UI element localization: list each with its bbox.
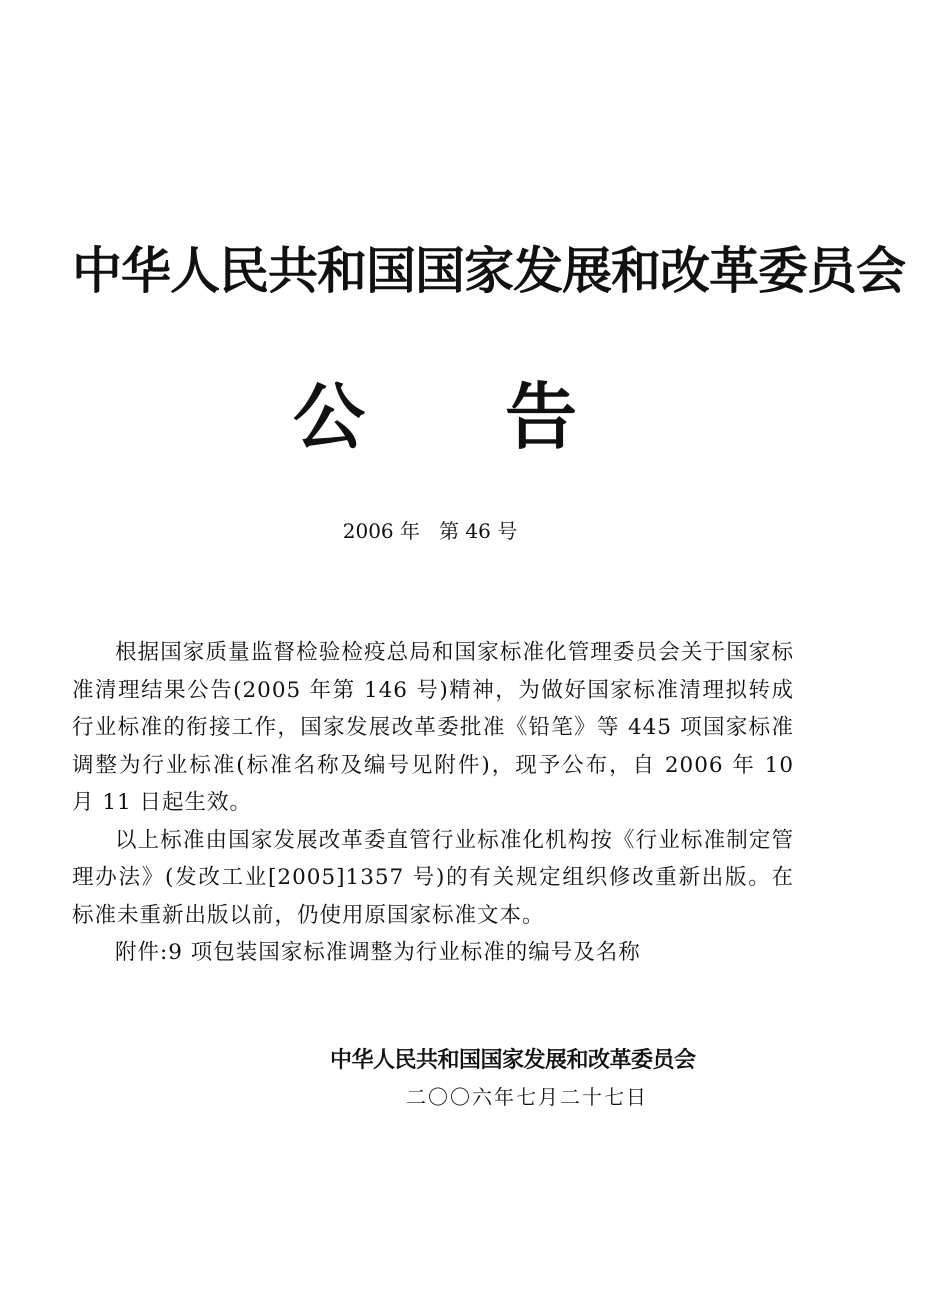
announcement-body xyxy=(72,634,794,972)
issuer-title: 中华人民共和国国家发展和改革委员会 xyxy=(72,242,905,300)
body-paragraph-1: 根据国家质量监督检验检疫总局和国家标准化管理委员会关于国家标准清理结果公告(2005 年第 146 号)精神，为做好国家标准清理拟转成行业标准的衔接工作，国家发展改革委批准《铅笔》等 445 项国家标准调整为行业标准(标准名称及编号见附件)，现予公布，自 2006 年 10 月 11 日起生效。 xyxy=(72,640,794,815)
document-type-heading: 公告 xyxy=(292,375,717,459)
attachment-note: 附件:9 项包装国家标准调整为行业标准的编号及名称 xyxy=(115,940,641,965)
signature-organization: 中华人民共和国国家发展和改革委员会 xyxy=(330,1048,696,1073)
body-paragraph-2: 以上标准由国家发展改革委直管行业标准化机构按《行业标准制定管理办法》(发改工业[2005]1357 号)的有关规定组织修改重新出版。在标准未重新出版以前，仍使用原国家标准文本。 xyxy=(72,827,794,928)
signature-date: 二〇〇六年七月二十七日 xyxy=(406,1085,648,1109)
document-number: 2006 年 第 46 号 xyxy=(342,519,518,543)
